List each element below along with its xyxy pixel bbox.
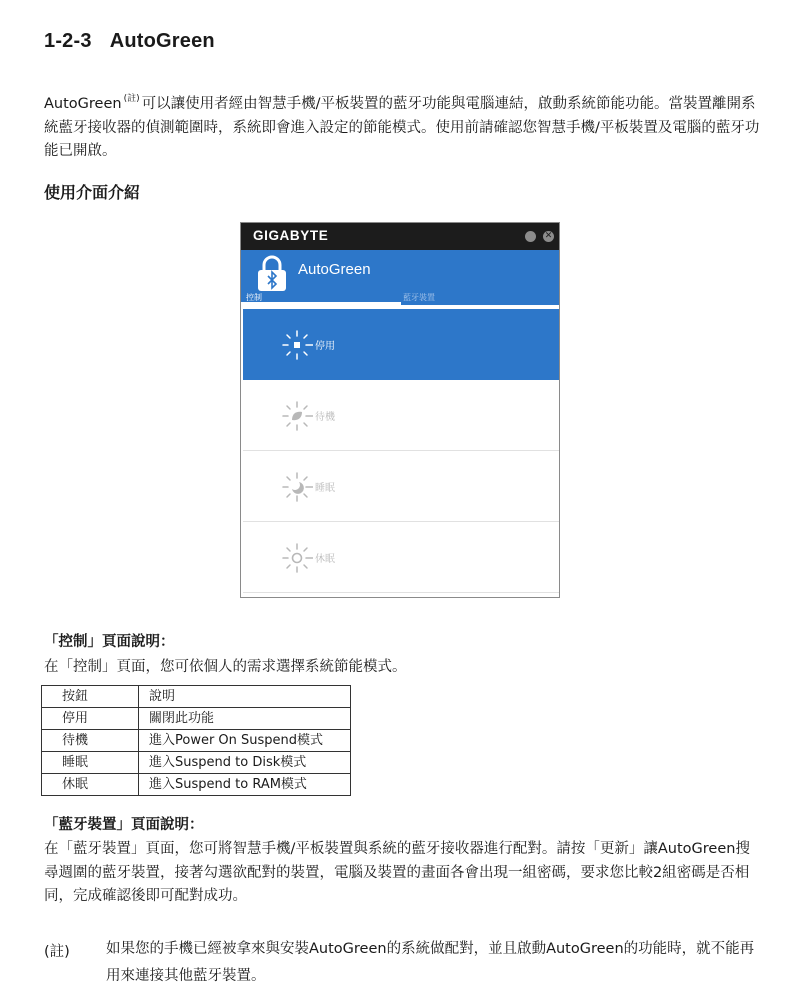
bluetooth-page-title: 「藍牙裝置」頁面說明： xyxy=(44,817,204,833)
section-title xyxy=(44,30,215,53)
window-titlebar xyxy=(241,223,559,250)
minimize-button[interactable] xyxy=(525,231,536,242)
table-row xyxy=(42,774,351,796)
table-cell: 進入Suspend to Disk模式 xyxy=(139,752,351,774)
table-cell: 關閉此功能 xyxy=(139,708,351,730)
close-button[interactable]: ✕ xyxy=(544,231,553,241)
table-cell: 停用 xyxy=(42,708,139,730)
bluetooth-page-desc: 在「藍牙裝置」頁面，您可將智慧手機/平板裝置與系統的藍牙接收器進行配對。請按「更新」讓AutoGreen搜尋週圍的藍牙裝置，接著勾選欲配對的裝置，電腦及裝置的畫面各會出現一組密碼，要求您比較2組密碼是否相同，完成確認後即可配對成功。 xyxy=(44,841,750,904)
intro-lead: AutoGreen xyxy=(44,96,122,112)
mode-hibernate-button[interactable] xyxy=(243,522,559,593)
mode-label: 休眠 xyxy=(315,554,335,565)
section-number: 1-2-3 xyxy=(44,30,92,52)
mode-label: 停用 xyxy=(315,341,335,352)
intro-paragraph xyxy=(44,88,764,164)
table-cell: 進入Power On Suspend模式 xyxy=(139,730,351,752)
section-name: AutoGreen xyxy=(109,30,215,52)
table-row xyxy=(42,730,351,752)
intro-text: 可以讓使用者經由智慧手機/平板裝置的藍牙功能與電腦連結，啟動系統節能功能。當裝置離開系統藍牙接收器的偵測範圍時，系統即會進入設定的節能模式。使用前請確認您智慧手機/平板裝置及電腦的藍牙功能已開啟。 xyxy=(44,96,760,159)
control-page-desc: 在「控制」頁面，您可依個人的需求選擇系統節能模式。 xyxy=(44,659,407,675)
table-header-row xyxy=(42,686,351,708)
app-header xyxy=(241,250,559,305)
table-header-cell: 說明 xyxy=(139,686,351,708)
button-description-table xyxy=(41,685,351,796)
table-row xyxy=(42,708,351,730)
table-cell: 睡眠 xyxy=(42,752,139,774)
disable-mode-icon xyxy=(281,329,313,365)
table-header-cell: 按鈕 xyxy=(42,686,139,708)
mode-label: 睡眠 xyxy=(315,483,335,494)
standby-mode-icon xyxy=(281,400,313,436)
autogreen-window xyxy=(240,222,560,598)
tab-control[interactable]: 控制 xyxy=(246,293,262,302)
control-page-title: 「控制」頁面說明： xyxy=(44,634,175,650)
bluetooth-lock-icon xyxy=(255,254,289,296)
hibernate-mode-icon xyxy=(281,542,313,578)
table-row xyxy=(42,752,351,774)
note-text: 如果您的手機已經被拿來與安裝AutoGreen的系統做配對，並且啟動AutoGreen的功能時，就不能再用來連接其他藍牙裝置。 xyxy=(106,941,755,984)
table-cell: 休眠 xyxy=(42,774,139,796)
mode-disable-button[interactable] xyxy=(243,309,559,380)
ui-intro-title: 使用介面介紹 xyxy=(44,183,141,202)
mode-list xyxy=(243,309,559,593)
mode-label: 待機 xyxy=(315,412,335,423)
active-tab-indicator xyxy=(241,302,401,305)
note-mark: (註) xyxy=(123,94,140,104)
app-name: AutoGreen xyxy=(298,261,371,278)
note-label: (註) xyxy=(44,944,70,960)
mode-sleep-button[interactable] xyxy=(243,451,559,522)
sleep-mode-icon xyxy=(281,471,313,507)
mode-standby-button[interactable] xyxy=(243,380,559,451)
table-cell: 待機 xyxy=(42,730,139,752)
table-cell: 進入Suspend to RAM模式 xyxy=(139,774,351,796)
gigabyte-logo: GIGABYTE xyxy=(253,228,329,243)
tab-bluetooth-devices[interactable]: 藍牙裝置 xyxy=(403,293,435,302)
